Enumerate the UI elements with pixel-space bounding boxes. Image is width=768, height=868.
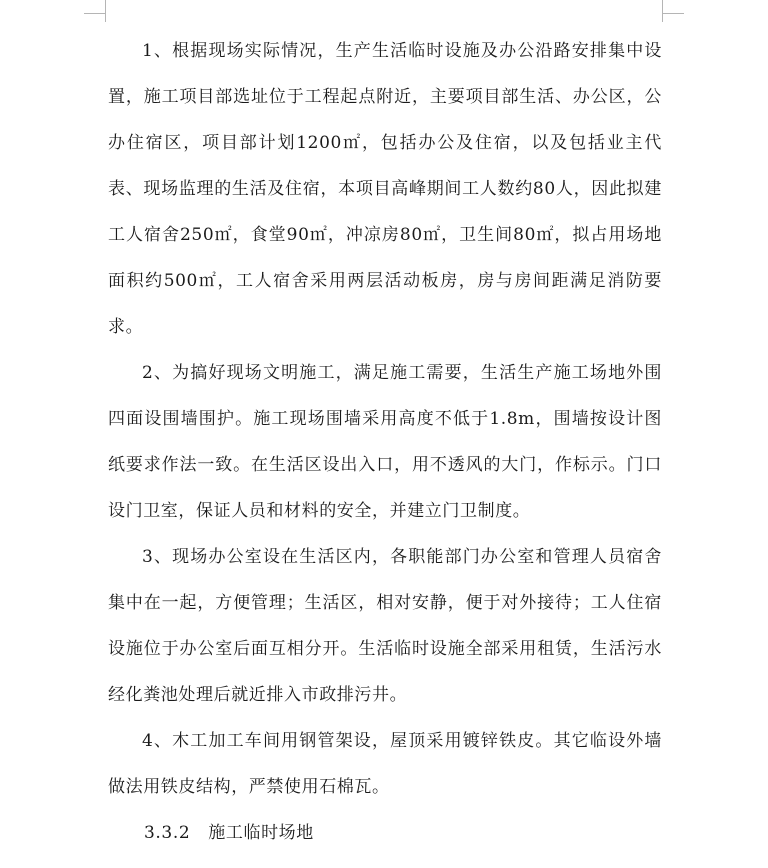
crop-mark-top-left-h: [84, 13, 106, 14]
crop-mark-top-right-v: [662, 0, 663, 22]
section-number: 3.3.2: [144, 823, 191, 843]
crop-mark-top-left-v: [105, 0, 106, 22]
paragraph-1: 1、根据现场实际情况，生产生活临时设施及办公沿路安排集中设置，施工项目部选址位于工程起点附近，主要项目部生活、办公区，公办住宿区，项目部计划1200㎡，包括办公及住宿，以及包括业主代表、现场监理的生活及住宿，本项目高峰期间工人数约80人，因此拟建工人宿舍250㎡，食堂90㎡，冲凉房80㎡，卫生间80㎡，拟占用场地面积约500㎡，工人宿舍采用两层活动板房，房与房间距满足消防要求。: [108, 41, 662, 337]
paragraph-2: 2、为搞好现场文明施工，满足施工需要，生活生产施工场地外围四面设围墙围护。施工现场围墙采用高度不低于1.8m，围墙按设计图纸要求作法一致。在生活区设出入口，用不透风的大门，作标示。门口设门卫室，保证人员和材料的安全，并建立门卫制度。: [108, 363, 662, 521]
paragraph-3: 3、现场办公室设在生活区内，各职能部门办公室和管理人员宿舍集中在一起，方便管理；生活区，相对安静，便于对外接待；工人住宿设施位于办公室后面互相分开。生活临时设施全部采用租赁，生活污水经化粪池处理后就近排入市政排污井。: [108, 547, 662, 705]
document-body: [108, 28, 662, 856]
section-title: 施工临时场地: [208, 823, 314, 843]
paragraph-4: 4、木工加工车间用钢管架设，屋顶采用镀锌铁皮。其它临设外墙做法用铁皮结构，严禁使用石棉瓦。: [108, 731, 662, 797]
section-heading: [108, 810, 662, 856]
crop-mark-top-right-h: [662, 13, 684, 14]
